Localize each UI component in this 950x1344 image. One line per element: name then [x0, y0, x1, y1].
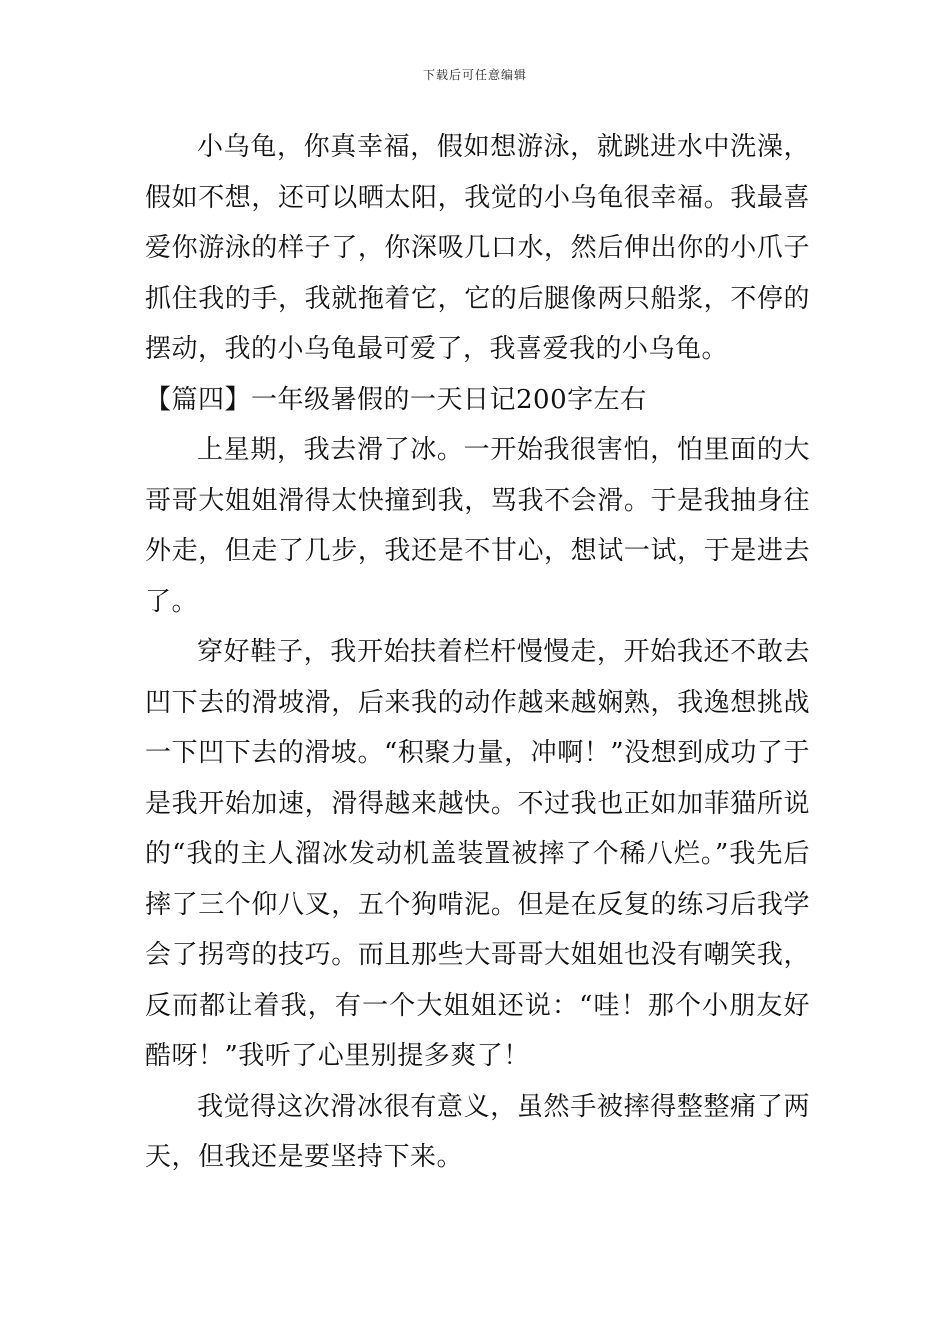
paragraph-turtle: 小乌龟，你真幸福，假如想游泳，就跳进水中洗澡，假如不想，还可以晒太阳，我觉的小乌龟很幸福。我最喜爱你游泳的样子了，你深吸几口水，然后伸出你的小爪子抓住我的手，我就拖着它，它的后腿像两只船浆，不停的摆动，我的小乌龟最可爱了，我喜爱我的小乌龟。 — [145, 132, 810, 364]
paragraph-skating-intro: 上星期，我去滑了冰。一开始我很害怕，怕里面的大哥哥大姐姐滑得太快撞到我，骂我不会滑。于是我抽身往外走，但走了几步，我还是不甘心，想试一试，于是进去了。 — [145, 435, 810, 617]
paragraph-skating-conclusion: 我觉得这次滑冰很有意义，虽然手被摔得整整痛了两天，但我还是要坚持下来。 — [145, 1091, 810, 1172]
header-note: 下载后可任意编辑 — [422, 68, 527, 82]
document-body — [145, 122, 810, 1183]
paragraph-skating-practice: 穿好鞋子，我开始扶着栏杆慢慢走，开始我还不敢去凹下去的滑坡滑，后来我的动作越来越娴熟，我逸想挑战一下凹下去的滑坡。“积聚力量，冲啊！”没想到成功了于是我开始加速，滑得越来越快。不过我也正如加菲猫所说的“我的主人溜冰发动机盖装置被摔了个稀八烂。”我先后摔了三个仰八叉，五个狗啃泥。但是在反复的练习后我学会了拐弯的技巧。而且那些大哥哥大姐姐也没有嘲笑我，反而都让着我，有一个大姐姐还说：“哇！那个小朋友好酷呀！”我听了心里别提多爽了！ — [145, 637, 810, 1071]
section-heading: 【篇四】一年级暑假的一天日记200字左右 — [145, 384, 647, 415]
